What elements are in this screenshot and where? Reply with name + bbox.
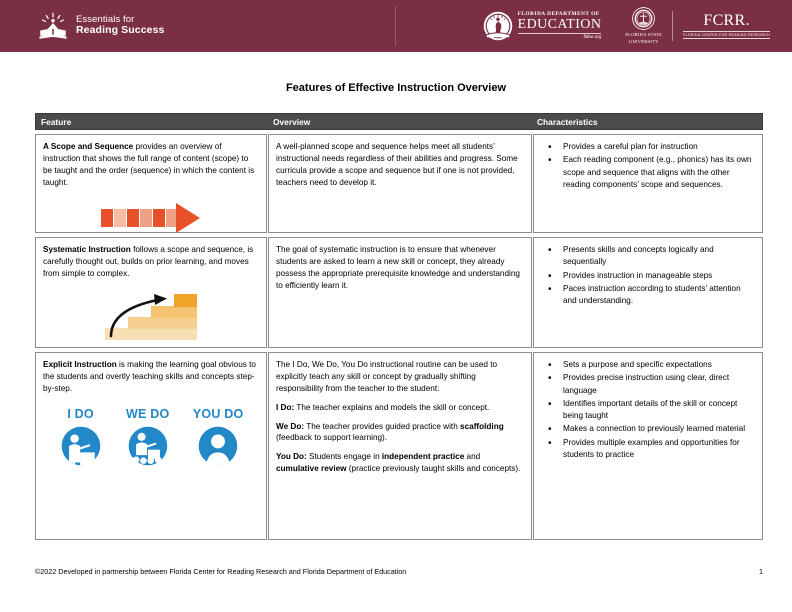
you-do-term: You Do:	[276, 452, 307, 462]
fsu-name-line-1: FLORIDA STATE	[625, 32, 663, 38]
feature-graphic	[43, 203, 259, 233]
we-do-text: The teacher provides guided practice with	[304, 421, 461, 431]
list-item: • Paces instruction according to students’ attention and understanding.	[543, 283, 755, 308]
characteristics-list	[541, 359, 755, 461]
column-header-overview: Overview	[273, 116, 311, 127]
overview-paragraph	[276, 421, 524, 445]
table-header-row	[35, 113, 763, 130]
fdoe-logo	[483, 11, 602, 41]
table-row	[35, 352, 763, 540]
feature-body: provides an overview of instruction that shows the full range of content (scope) to be taught and the order (sequence) in which the content is taught.	[43, 142, 255, 187]
we-do-graphic	[126, 405, 170, 468]
feature-description	[43, 244, 259, 280]
overview-cell: The goal of systematic instruction is to ensure that whenever students are asked to learn a new skill or concept, they already possess the appropriate prerequisite knowledge and understanding to efficiently learn it.	[268, 237, 532, 348]
feature-graphic	[43, 288, 259, 340]
fsu-name-line-2: UNIVERSITY	[628, 38, 659, 44]
feature-cell	[35, 352, 267, 540]
overview-paragraph: The I Do, We Do, You Do instructional routine can be used to explicitly teach any skill or concept by gradually shifting responsibility from the teacher to the student:	[276, 360, 498, 393]
single-student-icon	[196, 424, 240, 468]
fdoe-sub-line: fldoe.org	[518, 33, 602, 40]
header-divider	[395, 6, 396, 46]
list-item: • Provides instruction in manageable steps	[543, 270, 755, 282]
i-do-term: I Do:	[276, 402, 295, 412]
column-header-feature: Feature	[41, 116, 72, 127]
list-item: • Provides multiple examples and opportunities for students to practice	[543, 437, 755, 462]
you-do-term-3: cumulative review	[276, 464, 347, 474]
segmented-arrow-icon	[101, 203, 201, 233]
i-do-graphic	[59, 405, 103, 468]
features-table	[35, 113, 763, 540]
we-do-text-2: (feedback to support learning).	[276, 433, 388, 443]
you-do-text-3: (practice previously taught skills and concepts).	[346, 464, 521, 474]
fdoe-seal-icon	[483, 11, 513, 41]
column-header-characteristics: Characteristics	[537, 116, 598, 127]
list-item: • Identifies important details of the skill or concept being taught	[543, 398, 755, 423]
you-do-term-2: independent practice	[381, 452, 465, 462]
fdoe-main-word: EDUCATION	[517, 17, 602, 33]
table-row	[35, 237, 763, 348]
overview-paragraph	[276, 402, 524, 414]
brand-line-1: Essentials for	[76, 13, 135, 25]
fcrr-tagline: FLORIDA CENTER FOR READING RESEARCH	[683, 33, 770, 37]
fsu-seal-icon	[632, 7, 655, 30]
feature-term: Explicit Instruction	[43, 360, 117, 369]
characteristics-list	[541, 141, 755, 191]
you-do-text-2: and	[464, 452, 481, 462]
characteristics-cell	[533, 134, 763, 233]
brand-line-2: Reading Success	[76, 24, 165, 37]
list-item: • Presents skills and concepts logically and sequentially	[543, 244, 755, 269]
list-item: • Sets a purpose and specific expectations	[543, 359, 755, 371]
feature-cell	[35, 237, 267, 348]
copyright-text: ©2022 Developed in partnership between Florida Center for Reading Research and Florida Department of Education	[35, 567, 407, 576]
you-do-graphic	[193, 405, 244, 468]
feature-term: Systematic Instruction	[43, 245, 131, 254]
open-book-icon	[38, 11, 68, 41]
overview-cell	[268, 352, 532, 540]
i-do-label: I DO	[67, 406, 94, 421]
we-do-label: WE DO	[126, 406, 170, 421]
teacher-modeling-icon	[59, 424, 103, 468]
page-header	[0, 0, 792, 52]
page-number: 1	[759, 567, 763, 576]
list-item: • Provides a careful plan for instruction	[543, 141, 755, 153]
teacher-and-students-icon	[126, 424, 170, 468]
feature-body: is making the learning goal obvious to the students and overtly teaching skills and concepts step-by-step.	[43, 360, 256, 393]
fcrr-logo	[683, 13, 770, 39]
feature-description	[43, 359, 259, 395]
brand-block	[0, 11, 395, 41]
overview-cell: A well-planned scope and sequence helps meet all students’ instructional needs regardless of their abilities and progress. Some curricula provide a scope and sequence but if one is not provided, teachers need to develop it.	[268, 134, 532, 233]
you-do-label: YOU DO	[192, 406, 244, 421]
fsu-logo	[625, 7, 662, 44]
partner-logos	[483, 0, 770, 52]
feature-description	[43, 141, 259, 189]
list-item: • Makes a connection to previously learned material	[543, 423, 755, 435]
characteristics-cell	[533, 237, 763, 348]
we-do-term: We Do:	[276, 421, 305, 431]
feature-term: A Scope and Sequence	[43, 142, 134, 151]
feature-body: follows a scope and sequence, is carefully thought out, builds on prior learning, and moves from simple to complex.	[43, 245, 254, 278]
i-do-text: The teacher explains and models the skill or concept.	[294, 402, 490, 412]
fcrr-wordmark: FCRR.	[703, 12, 750, 29]
logo-separator	[672, 11, 673, 41]
fdoe-top-line: FLORIDA DEPARTMENT OF	[517, 11, 600, 17]
overview-paragraph	[276, 451, 524, 475]
table-row	[35, 134, 763, 233]
list-item: • Provides precise instruction using clear, direct language	[543, 372, 755, 397]
we-do-term-2: scaffolding	[460, 421, 504, 431]
list-item: • Each reading component (e.g., phonics) has its own scope and sequence that aligns with the other reading components’ scope and sequences.	[543, 154, 755, 191]
page-footer	[35, 567, 763, 576]
characteristics-list	[541, 244, 755, 307]
feature-graphic	[43, 405, 259, 468]
characteristics-cell	[533, 352, 763, 540]
feature-cell	[35, 134, 267, 233]
stairs-with-arrow-icon	[97, 288, 205, 340]
page-title: Features of Effective Instruction Overview	[285, 82, 507, 94]
you-do-text: Students engage in	[306, 452, 382, 462]
